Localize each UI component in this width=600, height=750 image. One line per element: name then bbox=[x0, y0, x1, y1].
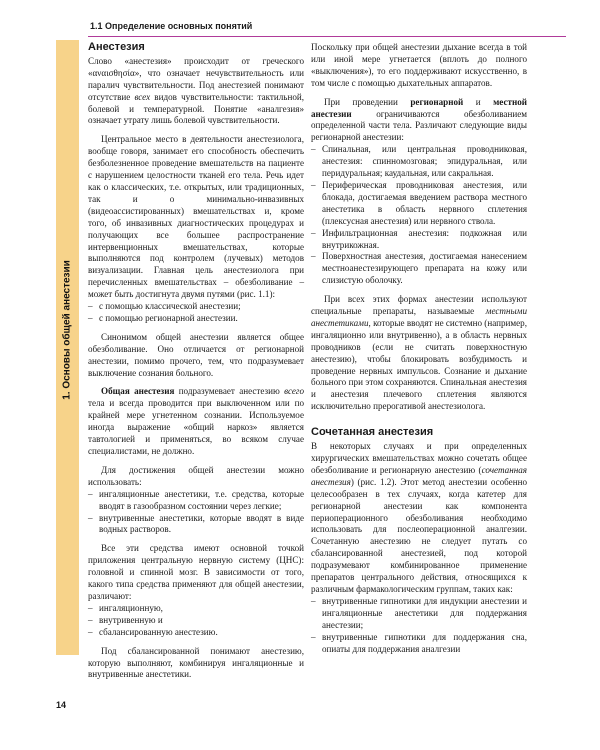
left-column bbox=[88, 42, 304, 681]
list-item: – с помощью классической анестезии; bbox=[88, 301, 241, 312]
list bbox=[88, 489, 304, 537]
list-item: – Поверхностная анестезия, достигаемая нанесением местноанестезирующего препарата на кожу или слизистую оболочку. bbox=[311, 251, 527, 286]
paragraph: Все эти средства имеют основной точкой приложения центральную нервную систему (ЦНС): головной и спинной мозг. В зависимости от того, какого типа средства применяют для общей анестезии, различают: bbox=[88, 543, 304, 601]
paragraph: Центральное место в деятельности анестезиолога, вообще говоря, занимает его способность обеспечить безболезненное проведение вмешательств на пациенте с нарушением целостности тканей его тела. Речь идет как о классических, т.е. открытых, или традиционных, так и о минимально-инвазивных (видеоассистированных) вмешательствах и, кроме того, об инвазивных диагностических процедурах и получающих все большее распространение интервенционных вмешательствах, которые выполняются под контролем (лучевых) методов визуализации. Главная цель анестезиолога при перечисленных вмешательствах – обезболивание – может быть достигнута двумя путями (рис. 1.1): bbox=[88, 134, 304, 300]
section-title: 1.1 Определение основных понятий bbox=[90, 21, 253, 31]
list-item: – ингаляционные анестетики, т.е. средства, которые вводят в газообразном состоянии через легкие; bbox=[88, 488, 304, 511]
header-rule bbox=[88, 36, 566, 37]
list-item: – Периферическая проводниковая анестезия, или блокада, достигаемая введением раствора местного анестетика в область нервного сплетения (плексусная анестезия) или нервного ствола. bbox=[311, 179, 527, 226]
list bbox=[88, 603, 304, 639]
paragraph: Под сбалансированной понимают анестезию, которую выполняют, комбинируя ингаляционные и внутривенные анестетики. bbox=[88, 645, 304, 680]
paragraph: В некоторых случаях и при определенных хирургических вмешательствах можно сочетать общее обезболивание и регионарную анестезию (сочетанная анестезия) (рис. 1.2). Этот метод анестезии особенно целесообразен в тех случаях, когда катетер для регионарной анестезии как компонента периоперационного обезболивания необходимо использовать для послеоперационной аналгезии. Сочетанную анестезию не следует путать со сбалансированной анестезией, под которой подразумевают комбинированное применение препаратов центрального действия, относящихся к различным фармакологическим группам, таких как: bbox=[311, 441, 527, 594]
page-number: 14 bbox=[56, 700, 67, 710]
list-item: – сбалансированную анестезию. bbox=[88, 626, 218, 637]
paragraph: Синонимом общей анестезии является общее обезболивание. Оно отличается от регионарной анестезии, помимо прочего, тем, что подразумевает выключение сознания больного. bbox=[88, 331, 304, 378]
list-item: – внутривенные гипнотики для поддержания сна, опиаты для поддержания аналгезии bbox=[311, 631, 527, 654]
paragraph: При проведении регионарной и местной анестезии ограничиваются обезболиванием определенной части тела. Различают следующие виды регионарной анестезии: bbox=[311, 96, 527, 143]
list-item: – Спинальная, или центральная проводниковая, анестезия: спинномозговая; эпидуральная, или перидуральная; каудальная, или сакральная. bbox=[311, 144, 527, 179]
paragraph: Поскольку при общей анестезии дыхание всегда в той или иной мере угнетается (вплоть до полного «выключения»), то его поддерживают искусственно, в том числе с помощью дыхательных аппаратов. bbox=[311, 42, 527, 88]
list bbox=[88, 301, 304, 325]
heading-combined-anesthesia: Сочетанная анестезия bbox=[311, 426, 434, 439]
right-column bbox=[311, 42, 527, 655]
list-item: – с помощью регионарной анестезии. bbox=[88, 312, 238, 323]
heading-anesthesia: Анестезия bbox=[88, 41, 145, 53]
paragraph: Общая анестезия подразумевает анестезию всего тела и всегда проводится при выключенном или по крайней мере угнетенном сознании. Используемое иногда выражение «общий наркоз» является тавтологией и применяться, во всяком случае специалистами, не должно. bbox=[88, 386, 304, 456]
list-item: – внутривенные гипнотики для индукции анестезии и ингаляционные анестетики для поддержания анестезии; bbox=[311, 595, 527, 630]
list-item: – внутривенные анестетики, которые вводят в виде водных растворов. bbox=[88, 512, 304, 535]
list bbox=[311, 596, 527, 656]
paragraph: Для достижения общей анестезии можно использовать: bbox=[88, 464, 304, 487]
paragraph: Слово «анестезия» происходит от греческого «αναισθησία», что означает нечувствительность или паралич чувствительности. Под анестезией понимают отсутствие всех видов чувствительности: тактильной, болевой и температурной. Понятие «аналгезия» означает утрату лишь болевой чувствительности. bbox=[88, 55, 305, 126]
paragraph: При всех этих формах анестезии используют специальные препараты, называемые местными анестетиками, которые вводят не системно (например, ингаляционно или внутривенно), а в область нервных проводников (если не считать поверхностную анестезию), чтобы блокировать возбудимость и проведение нервных импульсов. Сознание и дыхание больного при этом сохраняются. Спинальная анестезия и анестезия плечевого сплетения являются исключительно прерогативой анестезиолога. bbox=[311, 294, 527, 412]
list-item: – внутривенную и bbox=[88, 614, 163, 625]
chapter-tab-label: 1. Основы общей анестезии bbox=[61, 260, 73, 400]
list bbox=[311, 144, 527, 287]
list-item: – Инфильтрационная анестезия: подкожная или внутрикожная. bbox=[311, 227, 527, 250]
list-item: – ингаляционную, bbox=[88, 602, 163, 613]
running-header bbox=[88, 21, 566, 37]
